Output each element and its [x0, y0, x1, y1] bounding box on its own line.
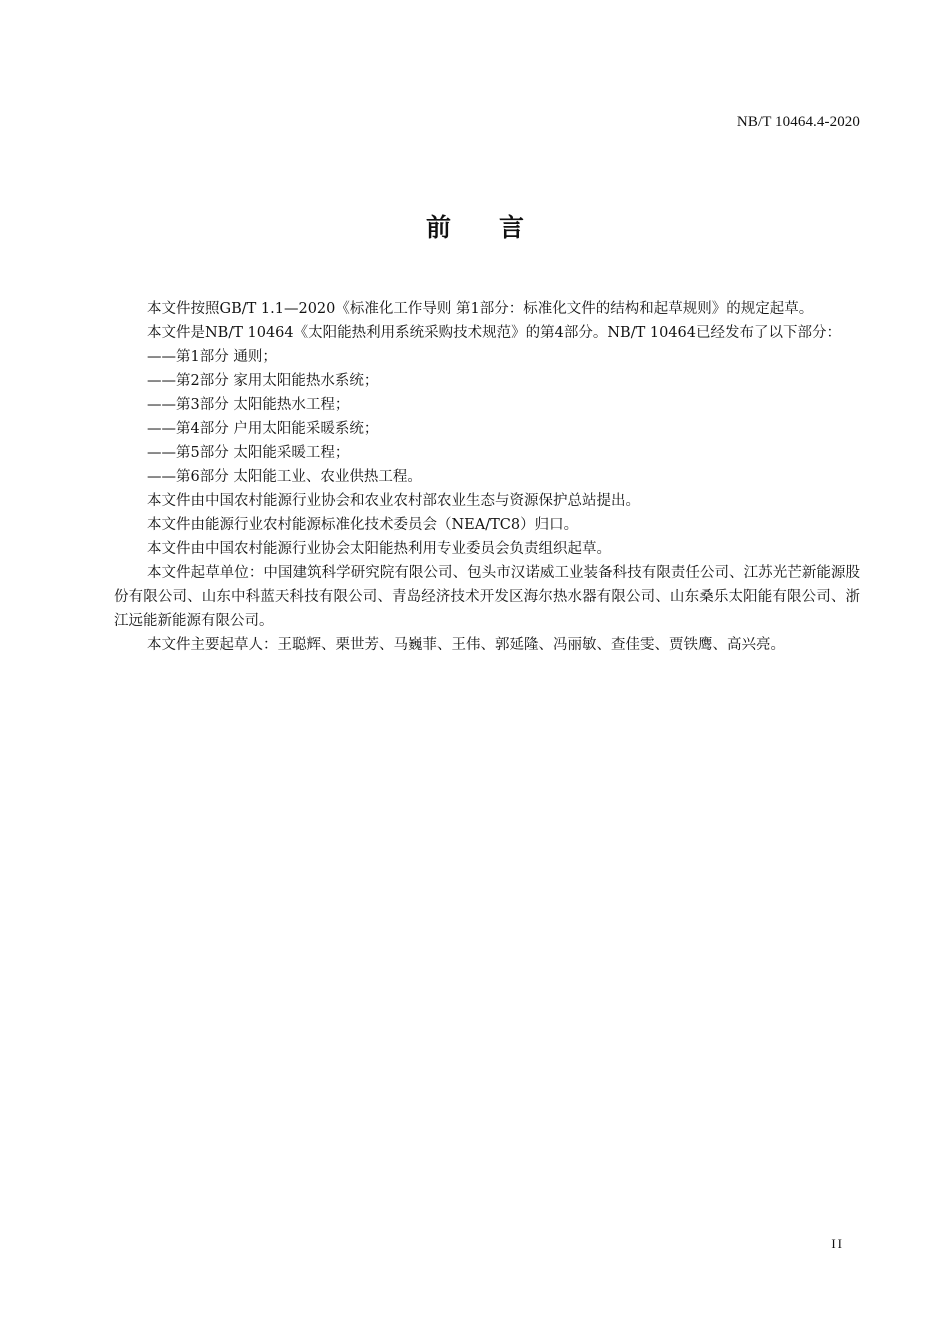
foreword-body — [114, 297, 860, 657]
paragraph-drafting-units: 本文件起草单位：中国建筑科学研究院有限公司、包头市汉诺威工业装备科技有限责任公司、江苏光芒新能源股份有限公司、山东中科蓝天科技有限公司、青岛经济技术开发区海尔热水器有限公司、山东桑乐太阳能有限公司、浙江远能新能源有限公司。 — [114, 565, 860, 629]
paragraph-part-info: 本文件是NB/T 10464《太阳能热利用系统采购技术规范》的第4部分。NB/T 10464已经发布了以下部分： — [147, 325, 841, 341]
paragraph-drafters: 本文件主要起草人：王聪辉、栗世芳、马巍菲、王伟、郭延隆、冯丽敏、查佳雯、贾铁鹰、高兴亮。 — [147, 637, 785, 653]
list-item: ——第2部分 家用太阳能热水系统； — [147, 373, 379, 389]
paragraph-organizer: 本文件由中国农村能源行业协会太阳能热利用专业委员会负责组织起草。 — [147, 541, 611, 557]
parts-list — [114, 345, 860, 489]
paragraph-proposer: 本文件由中国农村能源行业协会和农业农村部农业生态与资源保护总站提出。 — [147, 493, 640, 509]
paragraph-drafting-rules: 本文件按照GB/T 1.1—2020《标准化工作导则 第1部分：标准化文件的结构和起草规则》的规定起草。 — [147, 301, 814, 317]
document-code: NB/T 10464.4-2020 — [736, 114, 860, 130]
list-item: ——第6部分 太阳能工业、农业供热工程。 — [147, 469, 422, 485]
list-item: ——第4部分 户用太阳能采暖系统； — [147, 421, 379, 437]
list-item: ——第1部分 通则； — [147, 349, 277, 365]
list-item: ——第5部分 太阳能采暖工程； — [147, 445, 350, 461]
paragraph-technical-committee: 本文件由能源行业农村能源标准化技术委员会（NEA/TC8）归口。 — [147, 517, 579, 533]
page-number: II — [831, 1236, 844, 1251]
list-item: ——第3部分 太阳能热水工程； — [147, 397, 350, 413]
page-title: 前言 — [425, 213, 572, 242]
